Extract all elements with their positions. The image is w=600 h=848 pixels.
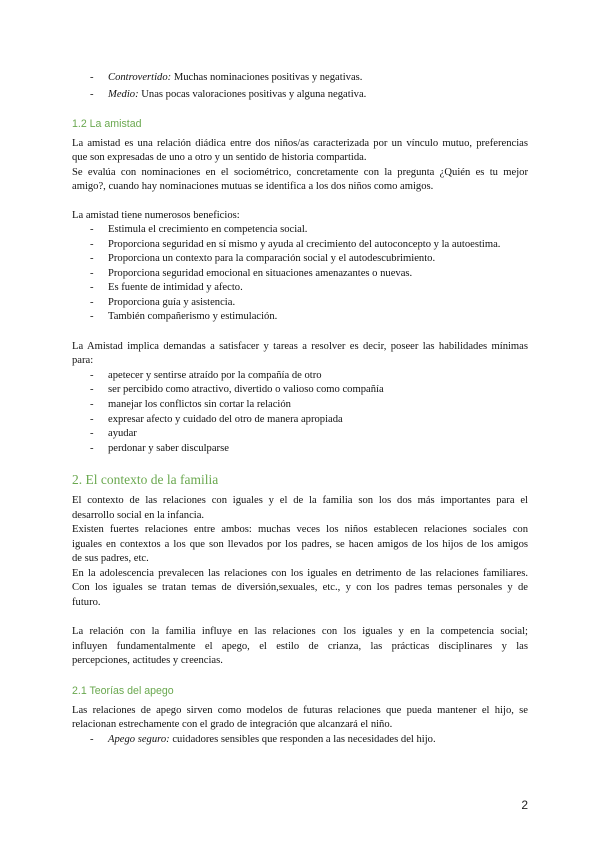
paragraph-line: amigo?, cuando hay nominaciones mutuas se identifica a los dos niños como amigos. xyxy=(72,181,434,192)
paragraph-line: percepciones, actitudes y creencias. xyxy=(72,655,223,666)
section-heading-familia: 2. El contexto de la familia xyxy=(72,472,219,487)
section-heading-apego: 2.1 Teorías del apego xyxy=(72,685,174,697)
paragraph-line: Se evalúa con nominaciones en el sociométrico, concretamente con la pregunta ¿Quién es tu mejor xyxy=(72,167,528,178)
dash-bullet: - xyxy=(90,89,94,100)
paragraph-line: La amistad es una relación diádica entre dos niños/as caracterizada por un vínculo mutuo, preferencias xyxy=(72,138,528,149)
paragraph-line: Existen fuertes relaciones entre ambos: muchas veces los niños establecen relaciones sociales con xyxy=(72,524,528,535)
dash-bullet: - xyxy=(90,72,94,83)
paragraph-line: de sus padres, etc. xyxy=(72,553,149,564)
page-number: 2 xyxy=(521,798,528,812)
paragraph-line: influyen fundamentalmente el apego, el estilo de crianza, las prácticas disciplinares y las xyxy=(72,641,528,652)
paragraph-line: Las relaciones de apego sirven como modelos de futuras relaciones que pueda mantener el hijo, se xyxy=(72,705,528,716)
document-page: - Controvertido: Muchas nominaciones positivas y negativas. - Medio: Unas pocas valoraciones positivas y alguna negativa. 1.2 La amistad La amistad es una relación diádica entre dos niños/as caracterizada por un vínculo mutuo, preferencias que son expresadas de uno a otro y un sentido de historia compartida. Se evalúa con nominaciones en el sociométrico, concretamente con la pregunta ¿Quién es tu mejor amigo?, cuando hay nominaciones mutuas se identifica a los dos niños como amigos. La amistad tiene numerosos beneficios: - Estimula el crecimiento en competencia social. - Proporciona seguridad en sí mismo y ayuda al crecimiento del autoconcepto y la autoestima. - Proporciona un contexto para la comparación social y el autodescubrimiento. - Proporciona seguridad emocional en situaciones amenazantes o nuevas. - Es fuente de intimidad y afecto. - Proporciona guía y asistencia. - También compañerismo y estimulación. La Amistad implica demandas a satisfacer y tareas a resolver es decir, poseer las habilidades mínimas para: - apetecer y sentirse atraído por la compañía de otro - ser percibido como atractivo, divertido o valioso como compañía - manejar los conflictos sin cortar la relación - expresar afecto y cuidado del otro de manera apropiada - ayudar - perdonar y saber disculparse 2. El contexto de la familia El contexto de las relaciones con iguales y el de la familia son los dos más importantes para el desarrollo social en la infancia. Existen fuertes relaciones entre ambos: muchas veces los niños establecen relaciones sociales con iguales en contextos a los que son llevados por los padres, se hacen amigos de los hijos de los amigos de sus padres, etc. En la adolescencia prevalecen las relaciones con los iguales en detrimento de las relaciones familiares. Con los iguales se tratan temas de diversión,sexuales, etc., y con los padres temas personales y de futuro. La relación con la familia influye en las relaciones con los iguales y en la competencia social; influyen fundamentalmente el apego, el estilo de crianza, las prácticas disciplinares y las percepciones, actitudes y creencias. 2.1 Teorías del apego Las relaciones de apego sirven como modelos de futuras relaciones que pueda mantener el hijo, se relacionan estrechamente con el grado de integración que alcanzará el niño. - Apego seguro: cuidadores sensibles que responden a las necesidades del hijo. 2 xyxy=(72,72,528,812)
paragraph-line: desarrollo social en la infancia. xyxy=(72,510,205,521)
paragraph-line: relacionan estrechamente con el grado de integración que alcanzará el niño. xyxy=(72,719,393,730)
paragraph-line: iguales en contextos a los que son llevados por los padres, se hacen amigos de los hijos de los amigos xyxy=(72,539,528,550)
paragraph-line: futuro. xyxy=(72,597,101,608)
paragraph-line: Con los iguales se tratan temas de diversión,sexuales, etc., y con los padres temas personales y de xyxy=(72,582,528,593)
paragraph-line: La relación con la familia influye en las relaciones con los iguales y en la competencia social; xyxy=(72,626,528,637)
section-heading-amistad: 1.2 La amistad xyxy=(72,118,142,130)
paragraph-line: La Amistad implica demandas a satisfacer y tareas a resolver es decir, poseer las habilidades mínimas xyxy=(72,341,528,352)
paragraph-line: El contexto de las relaciones con iguales y el de la familia son los dos más importantes para el xyxy=(72,495,528,506)
paragraph-line: que son expresadas de uno a otro y un sentido de historia compartida. xyxy=(72,152,367,163)
paragraph-line: En la adolescencia prevalecen las relaciones con los iguales en detrimento de las relaciones familiares. xyxy=(72,568,528,579)
paragraph-line: para: xyxy=(72,355,94,366)
paragraph-line: La amistad tiene numerosos beneficios: xyxy=(72,210,240,221)
